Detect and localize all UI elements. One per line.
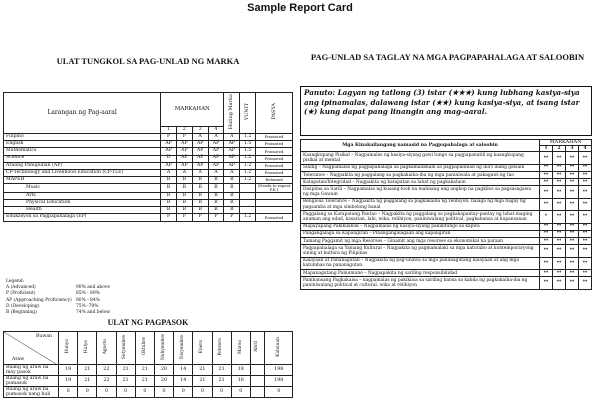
quarter-grade-cell: B [208, 184, 224, 193]
star-rating-cell: ** [566, 179, 579, 186]
star-rating-cell: ** [579, 270, 592, 277]
star-rating-cell: ** [553, 152, 566, 164]
quarter-grade-cell: AP [161, 162, 177, 169]
values-quarter-header: 2 [553, 146, 566, 152]
attendance-cell: 18 [231, 365, 250, 376]
values-row [301, 230, 592, 237]
star-rating-cell: ** [579, 238, 592, 245]
star-rating-cell: ** [566, 238, 579, 245]
legend-range: 74% and below [76, 310, 111, 316]
attendance-cell: 0 [193, 387, 212, 398]
quarter-grade-cell: AP [176, 141, 192, 148]
subject-cell: Filipino [4, 134, 161, 141]
star-rating-cell: ** [566, 152, 579, 164]
quarter-grade-cell: B [176, 184, 192, 193]
value-description: Pangangalaga sa Kapaligiran – Pinangangalagaan ang kapaligiran [301, 230, 540, 237]
attendance-cell: 22 [97, 365, 116, 376]
final-grade-cell: P [224, 214, 240, 221]
units-cell: 1.2 [240, 169, 256, 176]
star-rating-cell: ** [579, 198, 592, 210]
star-rating-cell: ** [540, 230, 553, 237]
quarter-grade-cell: A [208, 169, 224, 176]
quarter-grade-cell: B [208, 192, 224, 199]
star-rating-cell: ** [540, 164, 553, 171]
quarter-grade-cell: AP [192, 155, 208, 162]
quarter-grade-cell: AP [208, 148, 224, 155]
attendance-cell: 21 [193, 376, 212, 387]
values-row [301, 172, 592, 179]
star-rating-cell: ** [553, 223, 566, 230]
legend-title: Legend: [6, 279, 25, 284]
quarter-grade-cell: P [192, 214, 208, 221]
legend-range: 85% - 89% [76, 291, 100, 297]
value-description: Kalayaan at Pananagutan – Nagpakita ng pag-unawa sa mga pananagutang kalayaan at ang mga katumbas na pananagutan [301, 257, 540, 269]
grade-row [4, 192, 293, 199]
quarter-header: 3 [192, 127, 208, 134]
subject-cell: English [4, 141, 161, 148]
values-quarter-header: 3 [566, 146, 579, 152]
value-description: Katapatan/Integridad – Nagpakita ng katapatan sa lahat ng pagkakataon [301, 179, 540, 186]
attendance-cell [250, 387, 265, 398]
star-rating-cell: ** [566, 164, 579, 171]
attendance-row-label: Bilang ng araw na pumasok [4, 376, 59, 387]
star-rating-cell: ** [566, 245, 579, 257]
star-rating-cell: ** [566, 223, 579, 230]
instructions-box: Panuto: Lagyan ng tatlong (3) istar (★★★) kung lubhang kasiya-siya ang ipinamalas, dalawang istar (★★) kung kasiya-siya, at isang istar (★) kung dapat pang linangin ang mag-aaral. [300, 86, 592, 136]
quarter-grade-cell: A [176, 169, 192, 176]
quarter-grade-cell: B [161, 207, 177, 214]
values-row [301, 257, 592, 269]
quarter-grade-cell: B [208, 177, 224, 184]
units-cell: 1.2 [240, 134, 256, 141]
star-rating-cell: ** [566, 270, 579, 277]
legend [6, 279, 156, 316]
grade-row [4, 214, 293, 221]
attendance-cell: 21 [78, 365, 97, 376]
units-cell: 1.2 [240, 177, 256, 184]
quarter-grade-cell: AP [208, 162, 224, 169]
attendance-row-label: Bilang ng araw na may pasok [4, 365, 59, 376]
star-rating-cell: ** [566, 211, 579, 223]
subject-cell: Araling Panlipunan (AP) [4, 162, 161, 169]
month-header: Agosto [103, 338, 109, 355]
values-row [301, 277, 592, 289]
remarks-cell [256, 207, 293, 214]
star-rating-cell: ** [553, 245, 566, 257]
subject-cell: CP-Technology and Livelihood Education (CP-TLE) [4, 169, 161, 176]
star-rating-cell: ** [579, 211, 592, 223]
grades-table [3, 92, 293, 222]
attendance-cell: 198 [265, 376, 293, 387]
value-description: Disiplina sa Sarili – Nagpamalas ng kusang-loob na malinang ang angkop na pagkilos sa pagsasagawa ng mga Gawain [301, 186, 540, 198]
month-header: Pebrero [218, 337, 224, 356]
units-cell: 1.5 [240, 141, 256, 148]
attendance-cell: 20 [154, 365, 173, 376]
star-rating-cell: ** [579, 277, 592, 289]
star-rating-cell: ** [553, 211, 566, 223]
value-description: Sining – Nagpamalas ng pagpapahalaga sa pagkamalikhain sa pagpapaunlad ng iba't ibang gawain [301, 164, 540, 171]
star-rating-cell: ** [579, 152, 592, 164]
month-header: Hunyo [64, 339, 70, 354]
quarter-grade-cell: P [208, 214, 224, 221]
grade-row [4, 184, 293, 193]
star-rating-cell: * [540, 211, 553, 223]
remarks-cell: Promoted [256, 148, 293, 155]
values-heading: PAG-UNLAD SA TAGLAY NA MGA PAGPAPAHALAGA AT SALOOBIN [310, 52, 585, 62]
attendance-cell: 21 [116, 365, 135, 376]
star-rating-cell: ** [540, 152, 553, 164]
attendance-row-label: Bilang ng araw na pumasok nang huli [4, 387, 59, 398]
subject-cell: MAPEH [4, 177, 161, 184]
quarter-grade-cell: AP [176, 155, 192, 162]
values-table [300, 139, 592, 290]
quarter-header: 1 [161, 127, 177, 134]
remarks-cell: Promoted [256, 155, 293, 162]
grade-row [4, 169, 293, 176]
star-rating-cell: ** [540, 257, 553, 269]
attendance-cell: 0 [212, 387, 231, 398]
final-grade-cell: AP [224, 155, 240, 162]
final-header: Huling Marka [228, 94, 235, 130]
star-rating-cell: ** [553, 198, 566, 210]
star-rating-cell: ** [540, 238, 553, 245]
final-grade-cell: A [224, 134, 240, 141]
value-description: Pagpapahalaga sa Yamang Kultural – Nagpakita ng pagmamalaki sa mga katutubo at kontemporaryong sining at kultura ng Pilipinas [301, 245, 540, 257]
star-rating-cell: ** [579, 164, 592, 171]
grade-row [4, 200, 293, 207]
attendance-cell: 21 [78, 376, 97, 387]
remarks-cell: Promoted [256, 162, 293, 169]
star-rating-cell: ** [566, 198, 579, 210]
legend-key: P (Proficient) [6, 291, 36, 297]
attendance-cell: 18 [231, 376, 250, 387]
quarter-grade-cell: B [208, 200, 224, 207]
attendance-cell: 21 [212, 376, 231, 387]
quarter-grade-cell: B [161, 200, 177, 207]
values-quarter-header: 4 [579, 146, 592, 152]
quarter-grade-cell: AP [192, 162, 208, 169]
month-header: Disyembre [180, 334, 186, 359]
units-cell [240, 184, 256, 193]
attendance-cell [250, 376, 265, 387]
subject-cell: Science [4, 155, 161, 162]
star-rating-cell: ** [579, 179, 592, 186]
final-grade-cell: B [224, 200, 240, 207]
attendance-cell: 0 [154, 387, 173, 398]
legend-key: A (Advanced) [6, 285, 36, 291]
value-description: Paggalang sa Karapatang Pantao – Nagpakita ng paggalang sa pagkakapantay-pantay ng lahat maging anuman ang edad, kasarian, lahi, wika, relihiyon, paniniwalang political, pagkabansa at kapansanan [301, 211, 540, 223]
corner-top-label: Buwan [36, 334, 52, 339]
month-header: Nobyembre [160, 333, 166, 360]
attendance-cell: 198 [265, 365, 293, 376]
final-grade-cell: A [224, 169, 240, 176]
quarter-grade-cell: B [161, 177, 177, 184]
values-row [301, 238, 592, 245]
quarter-grade-cell: A [192, 134, 208, 141]
attendance-cell: 19 [59, 376, 78, 387]
attendance-cell: 22 [97, 376, 116, 387]
corner-bottom-label: Araw [12, 357, 25, 362]
subject-cell: Edukasyon sa Pagpapahalaga (EP) [4, 214, 161, 221]
star-rating-cell: ** [553, 179, 566, 186]
attendance-cell: 21 [116, 376, 135, 387]
attendance-corner [4, 332, 59, 365]
attendance-cell: 19 [59, 365, 78, 376]
legend-key: B (Beginning) [6, 310, 37, 316]
remarks-cell [256, 200, 293, 207]
quarter-grade-cell: AP [176, 148, 192, 155]
star-rating-cell: ** [566, 172, 579, 179]
star-rating-cell: ** [553, 238, 566, 245]
grades-heading: ULAT TUNGKOL SA PAG-UNLAD NG MARKA [56, 56, 240, 66]
units-cell [240, 192, 256, 199]
attendance-cell: 21 [212, 365, 231, 376]
legend-range: 90% and above [76, 285, 110, 291]
star-rating-cell: ** [579, 245, 592, 257]
month-header: Oktubre [141, 337, 147, 356]
units-cell: 1.5 [240, 148, 256, 155]
attendance-row [4, 387, 293, 398]
quarter-grade-cell: AP [176, 162, 192, 169]
remarks-cell: Promoted [256, 141, 293, 148]
grade-row [4, 155, 293, 162]
quarter-grade-cell: B [192, 192, 208, 199]
attendance-cell: 21 [135, 376, 154, 387]
value-description: Mapanagutang Pamumuno – Nagpapakita ng sariling responsibilidad [301, 270, 540, 277]
grade-row [4, 134, 293, 141]
quarter-grade-cell: B [192, 207, 208, 214]
final-grade-cell: B [224, 184, 240, 193]
values-row [301, 179, 592, 186]
final-grade-cell: AP [224, 162, 240, 169]
units-cell: 1.2 [240, 214, 256, 221]
quarter-grade-cell: AP [208, 141, 224, 148]
values-row [301, 186, 592, 198]
quarter-grade-cell: AP [208, 155, 224, 162]
attendance-cell: 0 [265, 387, 293, 398]
final-grade-cell: B [224, 177, 240, 184]
markahan-header: MARKAHAN [161, 93, 224, 127]
quarter-header: 2 [176, 127, 192, 134]
attendance-cell: 0 [135, 387, 154, 398]
value-description: Mapayapang Pakikilahok – Nagpamalas ng kasiya-siyang pakikitungo sa kapwa [301, 223, 540, 230]
star-rating-cell: ** [540, 223, 553, 230]
attendance-table [3, 331, 293, 398]
legend-key: D (Developing) [6, 303, 40, 309]
quarter-grade-cell: P [161, 134, 177, 141]
star-rating-cell: ** [553, 172, 566, 179]
quarter-grade-cell: P [176, 214, 192, 221]
subject-cell: Mathematics [4, 148, 161, 155]
grade-row [4, 148, 293, 155]
star-rating-cell: ** [579, 230, 592, 237]
values-row [301, 152, 592, 164]
remarks-cell: Promoted [256, 169, 293, 176]
quarter-grade-cell: A [208, 134, 224, 141]
values-row [301, 270, 592, 277]
attendance-cell: 21 [135, 365, 154, 376]
values-row [301, 245, 592, 257]
remarks-cell [256, 192, 293, 199]
quarter-grade-cell: P [161, 214, 177, 221]
quarter-grade-cell: B [161, 192, 177, 199]
remarks-cell: Promoted [256, 214, 293, 221]
month-header: Setyembre [122, 334, 128, 359]
remarks-cell: Retained [256, 177, 293, 184]
quarter-grade-cell: P [176, 134, 192, 141]
star-rating-cell: ** [566, 277, 579, 289]
subject-cell: Physical Education [4, 200, 161, 207]
attendance-cell: 0 [174, 387, 193, 398]
attendance-row [4, 376, 293, 387]
values-row [301, 164, 592, 171]
value-description: Tolerance – Nagpakita ng paggalang sa pagkakaiba-iba ng mga paniniwala at pakagawi ng tao [301, 172, 540, 179]
month-header: Kabuuan [275, 336, 281, 357]
month-header: Abril [254, 341, 260, 353]
star-rating-cell: ** [540, 172, 553, 179]
grade-row [4, 177, 293, 184]
attendance-row [4, 365, 293, 376]
quarter-grade-cell: AP [161, 148, 177, 155]
attendance-cell: 20 [154, 376, 173, 387]
quarter-grade-cell: A [192, 169, 208, 176]
quarter-grade-cell: B [192, 184, 208, 193]
value-description: Kaangkupang Pisikal – Nagpamalas ng kasiya-siyang gawi tungo sa pagpapanatili ng kaangkupang pisikal at mental [301, 152, 540, 164]
values-col-header: Mga Kinakailangang namasid na Pagpapahalaga at saloobin [301, 140, 540, 152]
star-rating-cell: ** [540, 179, 553, 186]
star-rating-cell: ** [553, 186, 566, 198]
month-header: Marso [237, 339, 243, 354]
grade-row [4, 141, 293, 148]
quarter-grade-cell: B [176, 192, 192, 199]
quarter-grade-cell: B [192, 177, 208, 184]
quarter-grade-cell: A [161, 169, 177, 176]
attendance-heading: ULAT NG PAGPASOK [107, 318, 189, 327]
star-rating-cell: ** [540, 245, 553, 257]
legend-key: AP (Approaching Proficiency) [6, 297, 72, 303]
subject-header: Larangan ng Pag-aaral [4, 93, 161, 134]
final-grade-cell: B [224, 192, 240, 199]
values-quarter-header: 1 [540, 146, 553, 152]
quarter-grade-cell: B [208, 207, 224, 214]
star-rating-cell: ** [553, 230, 566, 237]
value-description: Pambansang Pagkakaisa – nagpamalas ng pakikiisa sa sariling bansa sa kabila ng pagkakaiba-iba ng paniniwalang political at cultural, wika at relihiyon [301, 277, 540, 289]
star-rating-cell: ** [553, 270, 566, 277]
star-rating-cell: ** [553, 164, 566, 171]
attendance-cell: 0 [78, 387, 97, 398]
star-rating-cell: ** [566, 257, 579, 269]
grade-row [4, 207, 293, 214]
star-rating-cell: ** [579, 223, 592, 230]
star-rating-cell: ** [540, 186, 553, 198]
attendance-cell: 0 [59, 387, 78, 398]
star-rating-cell: ** [579, 257, 592, 269]
legend-item [6, 310, 156, 316]
quarter-grade-cell: B [161, 184, 177, 193]
legend-range: 80% - 84% [76, 297, 100, 303]
values-row [301, 198, 592, 210]
final-grade-cell: B [224, 207, 240, 214]
attendance-cell: 14 [174, 365, 193, 376]
final-grade-cell: AP [224, 148, 240, 155]
star-rating-cell: ** [553, 277, 566, 289]
attendance-cell: 0 [231, 387, 250, 398]
legend-range: 75% -79% [76, 303, 99, 309]
units-cell: 1.2 [240, 162, 256, 169]
values-row [301, 223, 592, 230]
attendance-cell [250, 365, 265, 376]
units-header: YUNIT [244, 103, 251, 121]
subject-cell: Health [4, 207, 161, 214]
attendance-cell: 21 [193, 365, 212, 376]
star-rating-cell: ** [540, 270, 553, 277]
page-title: Sample Report Card [247, 2, 353, 14]
attendance-cell: 0 [97, 387, 116, 398]
quarter-grade-cell: B [176, 177, 192, 184]
value-description: Religious Tolerance – Nagpakita ng paggalang sa pagkakaiba ng relihiyon, halaga ng mga bagay ng pagsamba at mga simbolong banal [301, 198, 540, 210]
attendance-cell: 0 [116, 387, 135, 398]
remarks-header: PASYA [270, 103, 277, 120]
subject-cell: Arts [4, 192, 161, 199]
quarter-header: 4 [208, 127, 224, 134]
star-rating-cell: ** [566, 186, 579, 198]
star-rating-cell: ** [553, 257, 566, 269]
remarks-cell: Promoted [256, 134, 293, 141]
star-rating-cell: ** [540, 277, 553, 289]
quarter-grade-cell: B [176, 207, 192, 214]
final-grade-cell: AP [224, 141, 240, 148]
quarter-grade-cell: B [192, 200, 208, 207]
grade-row [4, 162, 293, 169]
star-rating-cell: ** [540, 198, 553, 210]
value-description: Tamang Paggamit ng mga Resorses – Ginamit ang mga resorses sa ekonomikal na paraan [301, 238, 540, 245]
quarter-grade-cell: AP [161, 141, 177, 148]
month-header: Hulyo [84, 340, 90, 354]
month-header: Enero [199, 339, 205, 354]
units-cell [240, 207, 256, 214]
units-cell: 1.2 [240, 155, 256, 162]
quarter-grade-cell: B [176, 200, 192, 207]
values-markahan-header: MARKAHAN [540, 140, 592, 146]
remarks-cell: (Needs to repeat P.E.) [256, 184, 293, 193]
star-rating-cell: ** [579, 172, 592, 179]
quarter-grade-cell: AP [192, 141, 208, 148]
values-row [301, 211, 592, 223]
units-cell [240, 200, 256, 207]
star-rating-cell: ** [566, 230, 579, 237]
quarter-grade-cell: AP [192, 148, 208, 155]
subject-cell: Music [4, 184, 161, 193]
quarter-grade-cell: D [161, 155, 177, 162]
attendance-cell: 14 [174, 376, 193, 387]
star-rating-cell: ** [579, 186, 592, 198]
